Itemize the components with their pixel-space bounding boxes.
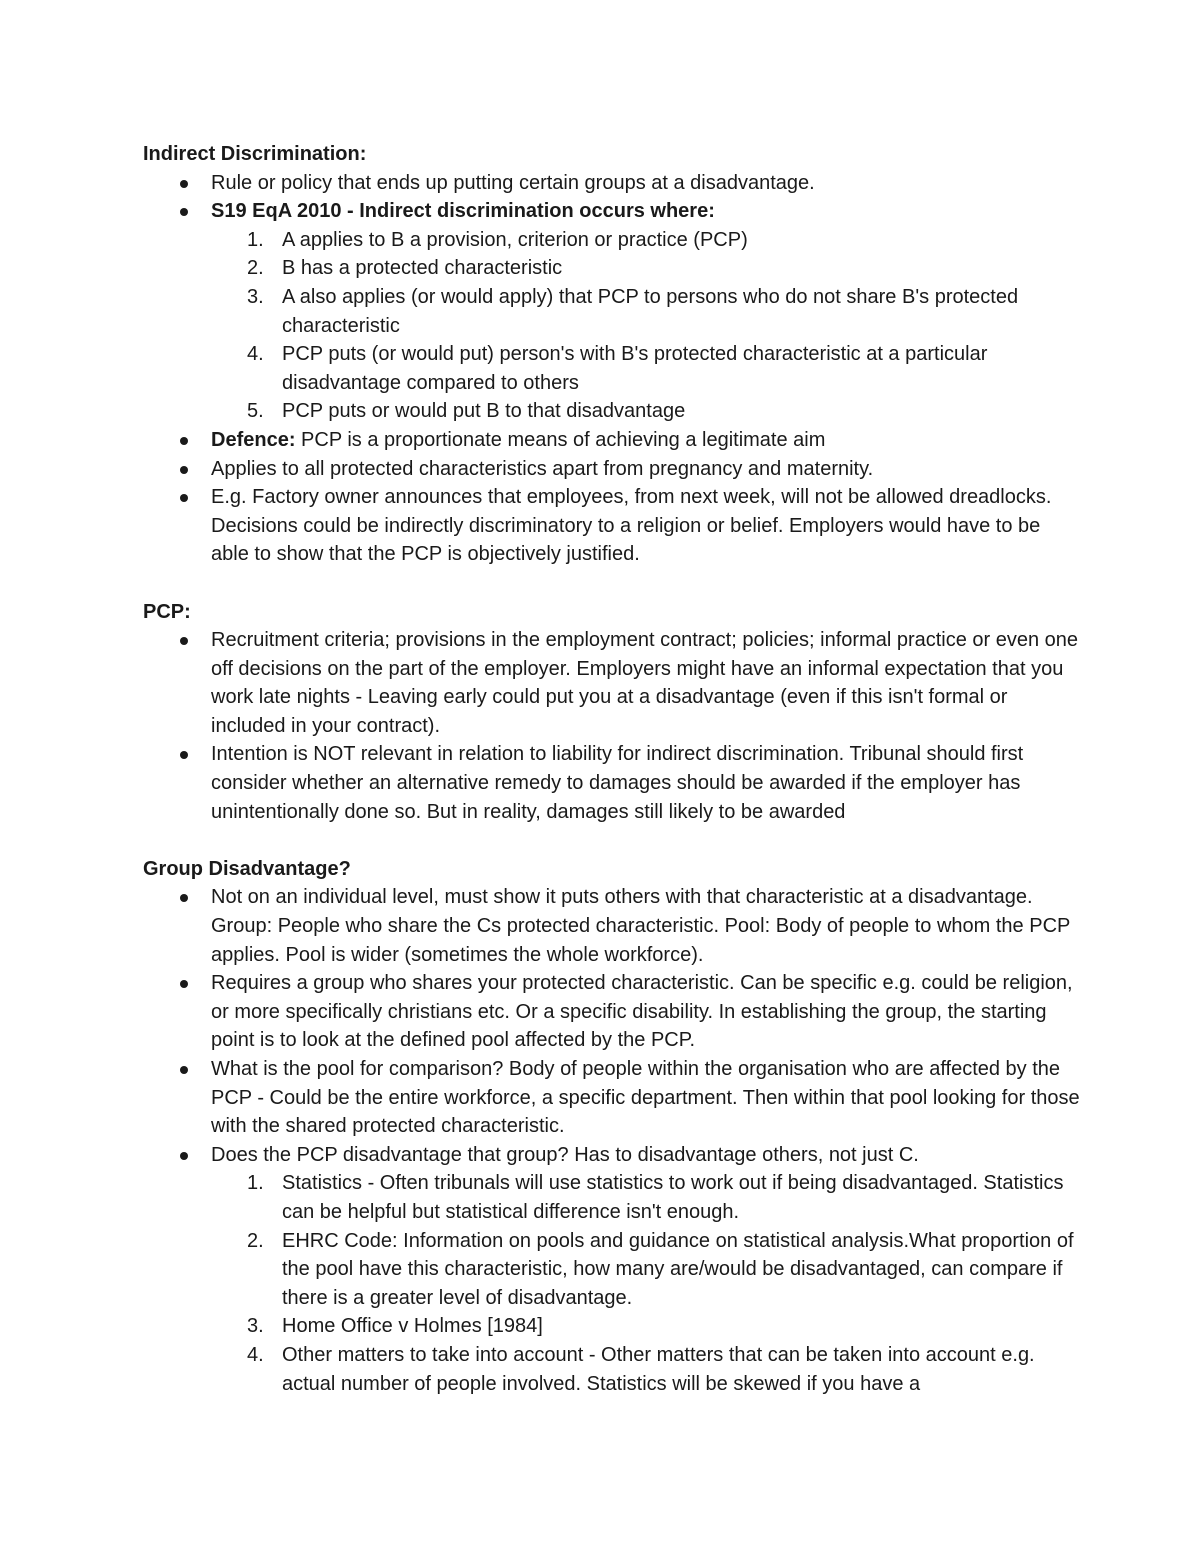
item-number: 2. bbox=[247, 1229, 264, 1252]
numbered-item bbox=[143, 1169, 1083, 1226]
list-item: Recruitment criteria; provisions in the employment contract; policies; informal practice or even one off decisions on the part of the employer. Employers might have an informal expectation that you work late nights - Leaving early could put you at a disadvantage (even if this isn't formal or included in your contract). bbox=[143, 626, 1083, 740]
item-number: 1. bbox=[247, 1172, 264, 1195]
item-text: PCP puts (or would put) person's with B's protected characteristic at a particular disadvantage compared to others bbox=[282, 343, 988, 394]
heading-indirect-discrimination: Indirect Discrimination: bbox=[143, 143, 367, 165]
item-text: Home Office v Holmes [1984] bbox=[282, 1315, 543, 1338]
list-item: Not on an individual level, must show it puts others with that characteristic at a disadvantage. Group: People who share the Cs protected characteristic. Pool: Body of people to whom the PCP applies. Pool is wider (sometimes the whole workforce). bbox=[143, 883, 1083, 969]
numbered-list bbox=[211, 226, 1083, 426]
list-item: E.g. Factory owner announces that employees, from next week, will not be allowed dreadlocks. Decisions could be indirectly discriminatory to a religion or belief. Employers would have to be able to show that the PCP is objectively justified. bbox=[143, 483, 1083, 569]
list-item: Requires a group who shares your protected characteristic. Can be specific e.g. could be religion, or more specifically christians etc. Or a specific disability. In establishing the group, the starting point is to look at the defined pool affected by the PCP. bbox=[143, 969, 1083, 1055]
numbered-item bbox=[143, 254, 1083, 283]
s19-heading: S19 EqA 2010 - Indirect discrimination occurs where: bbox=[211, 200, 715, 223]
numbered-item bbox=[143, 1341, 1083, 1398]
list-item: Rule or policy that ends up putting certain groups at a disadvantage. bbox=[143, 169, 1083, 198]
heading-group-disadvantage: Group Disadvantage? bbox=[143, 857, 351, 880]
numbered-list bbox=[211, 1169, 1083, 1398]
item-text: EHRC Code: Information on pools and guidance on statistical analysis.What proportion of the pool have this characteristic, how many are/would be disadvantaged, can compare if there is a greater level of disadvantage. bbox=[282, 1229, 1074, 1309]
item-text: PCP puts or would put B to that disadvantage bbox=[282, 400, 686, 423]
bullet-list bbox=[143, 169, 1083, 569]
defence-text: PCP is a proportionate means of achieving a legitimate aim bbox=[295, 428, 826, 451]
item-text: Statistics - Often tribunals will use statistics to work out if being disadvantaged. Statistics can be helpful but statistical difference isn't enough. bbox=[282, 1172, 1064, 1223]
item-text: B has a protected characteristic bbox=[282, 257, 563, 280]
blank-line bbox=[143, 569, 1083, 598]
item-number: 4. bbox=[247, 343, 264, 366]
list-item bbox=[143, 197, 1083, 426]
list-item bbox=[143, 426, 1083, 455]
item-text: A also applies (or would apply) that PCP to persons who do not share B's protected characteristic bbox=[282, 285, 1019, 337]
list-item: What is the pool for comparison? Body of people within the organisation who are affected by the PCP - Could be the entire workforce, a specific department. Then within that pool looking for those with the shared protected characteristic. bbox=[143, 1055, 1083, 1141]
list-item bbox=[143, 1141, 1083, 1398]
numbered-item bbox=[143, 397, 1083, 426]
numbered-item bbox=[143, 1227, 1083, 1313]
defence-label: Defence: bbox=[211, 428, 296, 451]
bullet-list bbox=[143, 883, 1083, 1398]
numbered-item bbox=[143, 340, 1083, 397]
document-content bbox=[143, 140, 1083, 1398]
item-number: 3. bbox=[247, 285, 264, 308]
blank-line bbox=[143, 826, 1083, 855]
numbered-item bbox=[143, 283, 1083, 340]
item-number: 5. bbox=[247, 400, 264, 423]
item-text: Other matters to take into account - Other matters that can be taken into account e.g. actual number of people involved. Statistics will be skewed if you have a bbox=[282, 1343, 1035, 1395]
item-number: 1. bbox=[247, 228, 264, 251]
item-number: 2. bbox=[247, 257, 264, 280]
item-text: A applies to B a provision, criterion or practice (PCP) bbox=[282, 228, 748, 251]
numbered-item bbox=[143, 1312, 1083, 1341]
list-item: Intention is NOT relevant in relation to liability for indirect discrimination. Tribunal should first consider whether an alternative remedy to damages should be awarded if the employer has unintentionally done so. But in reality, damages still likely to be awarded bbox=[143, 740, 1083, 826]
bullet-list bbox=[143, 626, 1083, 826]
item-number: 3. bbox=[247, 1315, 264, 1338]
numbered-item bbox=[143, 226, 1083, 255]
list-item: Applies to all protected characteristics apart from pregnancy and maternity. bbox=[143, 455, 1083, 484]
heading-pcp: PCP: bbox=[143, 600, 191, 623]
item-text: Does the PCP disadvantage that group? Has to disadvantage others, not just C. bbox=[211, 1143, 919, 1166]
item-number: 4. bbox=[247, 1343, 264, 1366]
